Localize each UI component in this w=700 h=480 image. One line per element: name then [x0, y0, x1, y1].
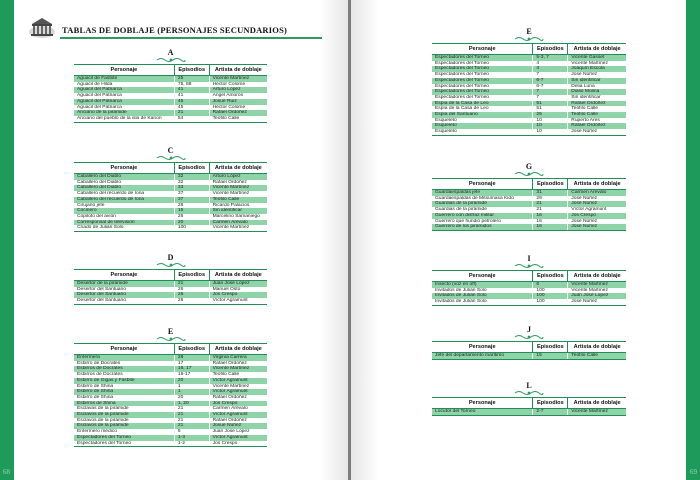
dubbing-table — [432, 43, 626, 136]
cell-artist: Carmen Arévalo — [209, 406, 267, 412]
cell-character: Cocinero — [74, 208, 174, 214]
cell-artist: Rafael Ordóñez — [209, 418, 267, 424]
col-header-artist: Artista de doblaje — [568, 179, 626, 190]
cell-episodes: 6 — [533, 282, 568, 288]
col-header-character: Personaje — [432, 398, 533, 409]
cell-artist: José Núñez — [568, 219, 626, 225]
section-i — [432, 254, 626, 306]
ornament-icon — [156, 262, 186, 268]
cell-artist: Teófilo Calle — [209, 372, 267, 378]
page-number-right: 69 — [690, 468, 697, 476]
ornament-icon — [156, 155, 186, 161]
cell-artist: Sin identificar — [209, 208, 267, 214]
cell-artist: Marcelino Samaniego — [209, 214, 267, 220]
ornament-icon — [156, 57, 186, 63]
cell-character: Desertor del Santuario — [74, 298, 174, 304]
cell-episodes: 32 — [174, 174, 209, 180]
cell-episodes: 15 — [174, 208, 209, 214]
cell-character: Espectadores del Torneo — [432, 78, 533, 84]
section-letter: I — [527, 254, 531, 263]
cell-character: Espectadores del Torneo — [432, 95, 533, 101]
left-page — [0, 0, 348, 480]
cell-artist: Vicente Martínez — [209, 225, 267, 231]
cell-episodes: 26 — [174, 292, 209, 298]
dubbing-table — [74, 162, 267, 232]
cell-artist: Vicente Martínez — [568, 288, 626, 294]
cell-character: Aguacil de Hilda — [74, 82, 174, 88]
cell-character: Guerrero con disfraz militar — [432, 213, 533, 219]
cell-character: Invitados de Julián Solo — [432, 288, 533, 294]
cell-episodes: 21 — [533, 207, 568, 213]
cell-artist: Vicente Martínez — [209, 76, 267, 82]
col-header-episodes: Episodios — [174, 163, 209, 174]
cell-artist: Juan José López — [568, 293, 626, 299]
cell-episodes: 5 — [174, 429, 209, 435]
cell-artist: Teófilo Calle — [568, 112, 626, 118]
ornament-icon — [514, 263, 544, 269]
dubbing-table — [432, 178, 626, 231]
section-e — [74, 327, 267, 447]
cell-episodes: 16 — [533, 224, 568, 230]
col-header-artist: Artista de doblaje — [568, 398, 626, 409]
cell-episodes: 15 — [533, 353, 568, 360]
cell-artist: Ricardo Palacios — [209, 203, 267, 209]
cell-character: Esbirro de Shina — [74, 395, 174, 401]
cell-character: Guardaespaldas de Mitsumasa Kido — [432, 196, 533, 202]
cell-artist: Teófilo Calle — [209, 197, 267, 203]
cell-episodes: 100 — [174, 225, 209, 231]
col-header-artist: Artista de doblaje — [568, 271, 626, 282]
cell-episodes: 21 — [174, 423, 209, 429]
cell-character: Esclavos de la pirámide — [74, 412, 174, 418]
cell-episodes: 26 — [174, 298, 209, 304]
table-row — [432, 409, 626, 416]
cell-character: Aguacil del Patriarca — [74, 99, 174, 105]
cell-character: Desertor del Santuario — [74, 292, 174, 298]
section-e-continued — [432, 27, 626, 136]
col-header-character: Personaje — [432, 179, 533, 190]
ornament-icon — [514, 334, 544, 340]
temple-logo-icon — [28, 16, 56, 38]
section-l — [432, 381, 626, 416]
dubbing-table — [432, 270, 626, 306]
cell-artist: José Núñez — [568, 299, 626, 305]
cell-artist: Vicente Martínez — [209, 191, 267, 197]
cell-episodes: 6-7 — [533, 78, 568, 84]
cell-episodes: 21 — [174, 412, 209, 418]
col-header-character: Personaje — [74, 344, 174, 355]
col-header-episodes: Episodios — [533, 179, 568, 190]
cell-artist: Víctor Agramunt — [209, 435, 267, 441]
cell-artist: Vicente Martínez — [209, 366, 267, 372]
cell-episodes: 28 — [174, 355, 209, 361]
table-row — [74, 298, 267, 304]
cell-artist: Vicente Martínez — [209, 185, 267, 191]
cell-character: Invitados de Julián Solo — [432, 299, 533, 305]
section-letter: A — [167, 48, 174, 57]
cell-character: Guardias de la pirámide — [432, 207, 533, 213]
cell-episodes: 31 — [533, 190, 568, 196]
cell-character: Espectadores del Torneo — [432, 72, 533, 78]
col-header-episodes: Episodios — [533, 44, 568, 55]
cell-artist: Rafael Ordóñez — [209, 395, 267, 401]
cell-character: Espectadores del Torneo — [432, 66, 533, 72]
cell-episodes: 10 — [533, 129, 568, 135]
cell-episodes: 28 — [174, 203, 209, 209]
col-header-episodes: Episodios — [533, 398, 568, 409]
cell-episodes: 51 — [533, 101, 568, 107]
cell-character: Aguacil de Fasbite — [74, 76, 174, 82]
cell-episodes: 20 — [174, 395, 209, 401]
cell-episodes: 1-2 — [174, 441, 209, 447]
cell-episodes: 20 — [174, 378, 209, 384]
cell-artist: José Núñez — [568, 129, 626, 135]
section-a — [74, 48, 267, 123]
cell-character: Caballero del Diablo — [74, 174, 174, 180]
cell-artist: Vicente Martínez — [568, 409, 626, 416]
cell-episodes: 26 — [174, 214, 209, 220]
cell-episodes: 20 — [174, 220, 209, 226]
cell-artist: Teófilo Calle — [568, 106, 626, 112]
col-header-episodes: Episodios — [533, 271, 568, 282]
cell-character: Espectadores del Torneo — [432, 61, 533, 67]
table-row — [432, 299, 626, 305]
cell-artist: Víctor Agramunt — [209, 389, 267, 395]
cell-character: Jefe del departamento marítimo — [432, 353, 533, 360]
cell-character: Esbirro de Docrates — [74, 361, 174, 367]
cell-artist: Josué Ruiz — [209, 99, 267, 105]
cell-artist: José Núñez — [568, 72, 626, 78]
cell-artist: Vicente Martínez — [568, 61, 626, 67]
cell-artist: Rafael Ordóñez — [209, 110, 267, 116]
cell-episodes: 25 — [533, 112, 568, 118]
cell-artist: Juan José López — [209, 429, 267, 435]
cell-episodes: 21 — [174, 418, 209, 424]
cell-artist: Víctor Agramunt — [568, 207, 626, 213]
cell-character: Locutor del Torneo — [432, 409, 533, 416]
cell-artist: Jos Crespo — [568, 213, 626, 219]
cell-character: Espía de la Casa de Leo — [432, 101, 533, 107]
cell-artist: Joaquín Escola — [568, 66, 626, 72]
dubbing-table — [432, 397, 626, 416]
col-header-character: Personaje — [74, 163, 174, 174]
cell-artist: Rafael Ordóñez — [568, 101, 626, 107]
cell-artist: Virginia Carrera — [209, 355, 267, 361]
cell-character: Espectadores del Torneo — [432, 55, 533, 61]
cell-artist: Víctor Agramunt — [209, 298, 267, 304]
cell-character: Criado de Julián Solo — [74, 225, 174, 231]
cell-episodes: 4 — [533, 66, 568, 72]
ornament-icon — [514, 390, 544, 396]
page-header — [22, 16, 322, 38]
section-g — [432, 162, 626, 231]
section-letter: J — [527, 325, 531, 334]
cell-episodes: 25 — [174, 76, 209, 82]
cell-episodes: 51 — [533, 106, 568, 112]
cell-character: Anciano del pueblo de la isla de Kanon — [74, 116, 174, 122]
col-header-character: Personaje — [432, 342, 533, 353]
cell-character: Guerrero que hundió petrolero — [432, 219, 533, 225]
section-letter: E — [167, 327, 174, 336]
cell-artist: Rafael Ordóñez — [209, 361, 267, 367]
cell-episodes: 1 — [174, 384, 209, 390]
table-row — [432, 129, 626, 135]
cell-character: Insecto (voz en off) — [432, 282, 533, 288]
cell-artist: Vicente Martínez — [209, 384, 267, 390]
col-header-artist: Artista de doblaje — [209, 270, 267, 281]
cell-episodes: 41 — [174, 93, 209, 99]
cell-episodes: 21 — [174, 281, 209, 287]
cell-character: Corresponsal de televisión — [74, 220, 174, 226]
dubbing-table — [74, 269, 267, 305]
cell-character: Espectadores del Torneo — [432, 89, 533, 95]
cell-artist: Juan José López — [209, 281, 267, 287]
cell-episodes: 16, 17 — [174, 366, 209, 372]
cell-episodes: 26 — [174, 287, 209, 293]
table-row — [74, 116, 267, 122]
cell-episodes: 37 — [174, 197, 209, 203]
right-page — [351, 0, 700, 480]
cell-episodes: 7 — [533, 95, 568, 101]
cell-character: Cirujano jefe — [74, 203, 174, 209]
cell-artist: Sin identificar — [568, 95, 626, 101]
cell-artist: Rafael Ordóñez — [568, 123, 626, 129]
cell-episodes: 7 — [533, 72, 568, 78]
cell-character: Aguacil del Patriarca — [74, 93, 174, 99]
col-header-episodes: Episodios — [174, 65, 209, 76]
header-rule — [60, 37, 322, 39]
cell-artist: Ángel Amorós — [209, 93, 267, 99]
section-letter: D — [167, 253, 174, 262]
cell-artist: Ruperto Ares — [568, 118, 626, 124]
table-row — [432, 353, 626, 360]
cell-artist: Teófilo Calle — [568, 353, 626, 360]
cell-character: Esqueleto — [432, 118, 533, 124]
ornament-icon — [514, 36, 544, 42]
cell-character: Caballero del Diablo — [74, 185, 174, 191]
cell-character: Invitados de Julián Solo — [432, 293, 533, 299]
cell-character: Desertor de la pirámide — [74, 281, 174, 287]
cell-artist: Josué Núñez — [209, 423, 267, 429]
col-header-artist: Artista de doblaje — [209, 65, 267, 76]
section-letter: C — [167, 146, 174, 155]
cell-episodes: 45 — [174, 105, 209, 111]
page-title: TABLAS DE DOBLAJE (PERSONAJES SECUNDARIOS) — [62, 25, 288, 35]
dubbing-table — [74, 343, 267, 447]
col-header-character: Personaje — [432, 44, 533, 55]
cell-character: Copiloto del avión — [74, 214, 174, 220]
cell-artist: Héctor Colomé — [209, 82, 267, 88]
col-header-episodes: Episodios — [174, 270, 209, 281]
left-page-edge-band — [0, 0, 14, 480]
cell-episodes: 17 — [174, 361, 209, 367]
cell-character: Guerrero de los pirámidos — [432, 224, 533, 230]
cell-episodes: 5-3, 7 — [533, 55, 568, 61]
col-header-episodes: Episodios — [533, 342, 568, 353]
cell-character: Esbirro de Shina — [74, 384, 174, 390]
cell-episodes: 2-7 — [533, 409, 568, 416]
col-header-artist: Artista de doblaje — [209, 163, 267, 174]
cell-episodes: 33 — [174, 185, 209, 191]
dubbing-table — [74, 64, 267, 123]
cell-character: Esqueleto — [432, 123, 533, 129]
cell-episodes: 21 — [533, 201, 568, 207]
cell-episodes: 41 — [174, 87, 209, 93]
col-header-character: Personaje — [74, 65, 174, 76]
table-row — [432, 224, 626, 230]
cell-character: Espectadores del Torneo — [432, 84, 533, 90]
cell-artist: Vicente Martínez — [568, 282, 626, 288]
cell-character: Esqueleto — [432, 129, 533, 135]
cell-episodes: 10 — [533, 123, 568, 129]
cell-artist: Carmen Arévalo — [568, 190, 626, 196]
cell-character: Esbirro de Gigas y Fasbite — [74, 378, 174, 384]
cell-character: Esclavos de la pirámide — [74, 418, 174, 424]
cell-episodes: 6-7 — [533, 84, 568, 90]
cell-episodes: 16 — [533, 213, 568, 219]
section-letter: E — [526, 27, 532, 36]
cell-episodes: 32 — [174, 180, 209, 186]
cell-artist: Héctor Colomé — [209, 105, 267, 111]
ornament-icon — [156, 336, 186, 342]
cell-episodes: 10 — [533, 118, 568, 124]
cell-episodes: 100 — [533, 288, 568, 294]
right-page-edge-band — [686, 0, 700, 480]
cell-episodes: 37 — [174, 191, 209, 197]
cell-character: Enfermero médico — [74, 429, 174, 435]
cell-episodes: 4 — [533, 61, 568, 67]
cell-character: Enfermera — [74, 355, 174, 361]
col-header-episodes: Episodios — [174, 344, 209, 355]
cell-character: Anciano de la pirámide — [74, 110, 174, 116]
ornament-icon — [514, 171, 544, 177]
cell-episodes: 1-3 — [174, 435, 209, 441]
cell-character: Esclavas de la pirámide — [74, 406, 174, 412]
cell-artist: Sin identificar — [568, 78, 626, 84]
cell-artist: Manuel Osto — [209, 287, 267, 293]
table-row — [74, 225, 267, 231]
cell-character: Guardias de la pirámide — [432, 201, 533, 207]
cell-character: Espía de la Casa de Leo — [432, 106, 533, 112]
cell-artist: José Núñez — [568, 201, 626, 207]
col-header-character: Personaje — [74, 270, 174, 281]
section-letter: L — [526, 381, 532, 390]
cell-episodes: 16 — [533, 219, 568, 225]
cell-character: Esclavos de la pirámide — [74, 423, 174, 429]
cell-character: Guardaespaldas jefe — [432, 190, 533, 196]
cell-character: Espía del Santuario — [432, 112, 533, 118]
cell-character: Aguacil del Patriarca — [74, 105, 174, 111]
cell-episodes: 21 — [174, 406, 209, 412]
cell-character: Espectadores del Torneo — [74, 441, 174, 447]
cell-character: Desertor del Santuario — [74, 287, 174, 293]
cell-character: Caballero del recuerdo de Iona — [74, 197, 174, 203]
cell-artist: Víctor Agramunt — [209, 378, 267, 384]
cell-artist: José Núñez — [568, 196, 626, 202]
cell-episodes: 100 — [533, 299, 568, 305]
cell-episodes: 1, 20 — [174, 401, 209, 407]
cell-character: Esbirro de Shina — [74, 389, 174, 395]
cell-artist: Jos Crespo — [209, 441, 267, 447]
cell-artist: Jos Crespo — [209, 292, 267, 298]
cell-character: Caballero del Diablo — [74, 180, 174, 186]
cell-character: Aguacil del Patriarca — [74, 87, 174, 93]
cell-artist: Jos Crespo — [209, 401, 267, 407]
section-j — [432, 325, 626, 360]
col-header-artist: Artista de doblaje — [568, 342, 626, 353]
cell-artist: Carmen Arévalo — [209, 220, 267, 226]
cell-episodes: 16-17 — [174, 372, 209, 378]
dubbing-table — [432, 341, 626, 360]
cell-artist: Teófilo Calle — [209, 116, 267, 122]
cell-character: Espectadores del Torneo — [74, 435, 174, 441]
cell-episodes: 21 — [174, 110, 209, 116]
cell-artist: José Núñez — [568, 224, 626, 230]
cell-artist: Arturo López — [209, 87, 267, 93]
page-number-left: 68 — [3, 468, 10, 476]
section-c — [74, 146, 267, 232]
cell-artist: Diálio Molina — [568, 89, 626, 95]
cell-character: Esbirros de Docrates — [74, 366, 174, 372]
cell-episodes: 1 — [174, 389, 209, 395]
cell-episodes: 45 — [174, 99, 209, 105]
cell-episodes: 54 — [174, 116, 209, 122]
cell-character: Caballero del recuerdo de Iona — [74, 191, 174, 197]
table-row — [74, 441, 267, 447]
cell-episodes: 75, 88 — [174, 82, 209, 88]
cell-episodes: 100 — [533, 293, 568, 299]
col-header-character: Personaje — [432, 271, 533, 282]
section-d — [74, 253, 267, 305]
cell-artist: Víctor Agramunt — [209, 412, 267, 418]
section-letter: G — [525, 162, 533, 171]
cell-character: Esbirros de Shina — [74, 401, 174, 407]
cell-artist: Vicente Gasset — [568, 55, 626, 61]
cell-artist: Arturo López — [209, 174, 267, 180]
col-header-artist: Artista de doblaje — [568, 44, 626, 55]
cell-artist: Delia Luna — [568, 84, 626, 90]
cell-artist: Rafael Ordóñez — [209, 180, 267, 186]
cell-episodes: 29 — [533, 196, 568, 202]
cell-character: Esbirros de Docrates — [74, 372, 174, 378]
col-header-artist: Artista de doblaje — [209, 344, 267, 355]
cell-episodes: 7 — [533, 89, 568, 95]
